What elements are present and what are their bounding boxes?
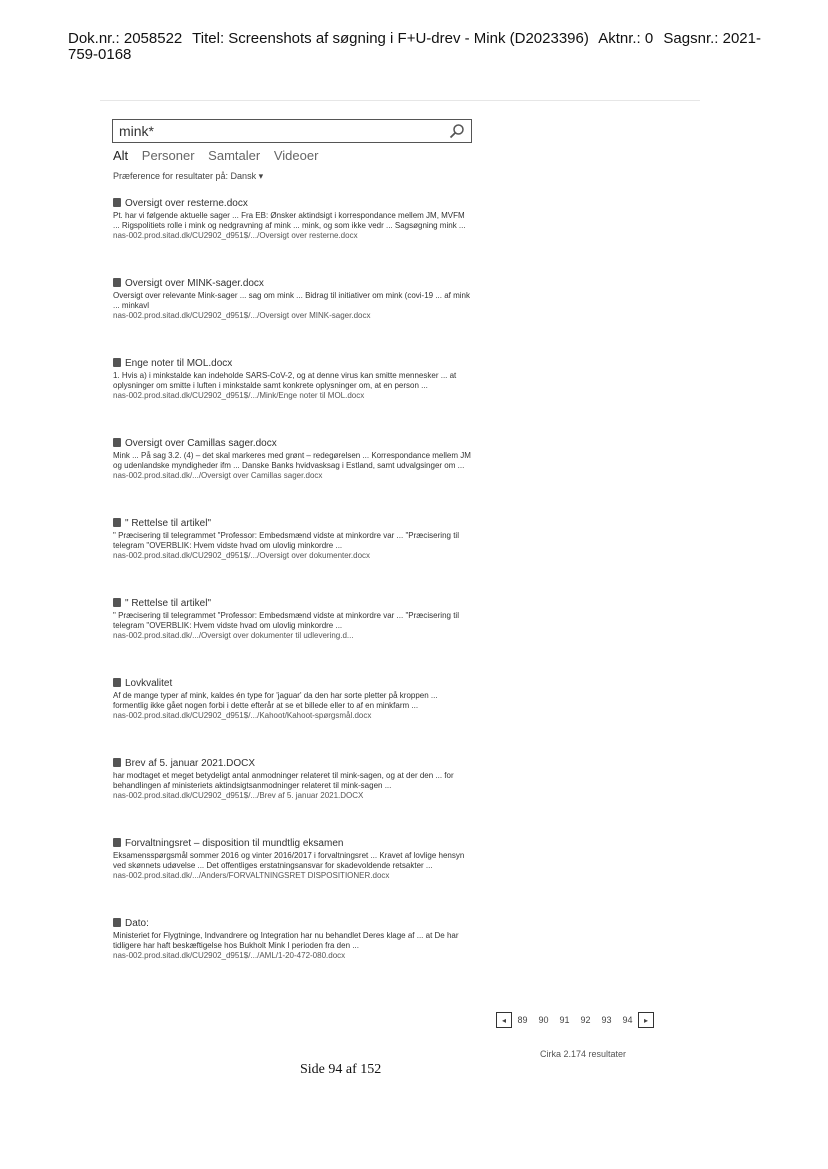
document-icon xyxy=(113,918,121,927)
result-path: nas-002.prod.sitad.dk/.../Oversigt over Camillas sager.docx xyxy=(113,471,323,480)
result-title[interactable]: Brev af 5. januar 2021.DOCX xyxy=(113,758,473,771)
result-item xyxy=(113,598,473,678)
tab-samtaler[interactable]: Samtaler xyxy=(208,148,261,163)
result-item xyxy=(113,758,473,838)
tab-alt[interactable]: Alt xyxy=(113,148,129,163)
dok-nr: Dok.nr.: 2058522 xyxy=(68,30,183,47)
result-path: nas-002.prod.sitad.dk/.../Oversigt over dokumenter til udlevering.d... xyxy=(113,631,354,640)
aktnr: Aktnr.: 0 xyxy=(598,30,654,47)
document-header xyxy=(68,31,788,63)
result-title[interactable]: Forvaltningsret – disposition til mundtlig eksamen xyxy=(113,838,473,851)
page-number: Side 94 af 152 xyxy=(300,1062,382,1077)
page-link[interactable]: 89 xyxy=(517,1015,528,1025)
document-icon xyxy=(113,358,121,367)
search-tabs xyxy=(113,148,328,163)
result-title[interactable]: Enge noter til MOL.docx xyxy=(113,358,473,371)
result-snippet: Eksamensspørgsmål sommer 2016 og vinter 2016/2017 i forvaltningsret ... Kravet af lovlige hensyn ved skønnets udøvelse ... Det offentliges erstatningsansvar for skadevoldende retsakter ... xyxy=(113,851,465,870)
result-snippet: " Præcisering til telegrammet "Professor: Embedsmænd vidste at minkordre var ... "Præcisering til telegram "OVERBLIK: Hvem vidste hvad om ulovlig minkordre ... xyxy=(113,611,459,630)
result-path: nas-002.prod.sitad.dk/.../Anders/FORVALTNINGSRET DISPOSITIONER.docx xyxy=(113,871,390,880)
result-title[interactable]: " Rettelse til artikel" xyxy=(113,598,473,611)
search-icon[interactable] xyxy=(449,123,465,139)
page-link[interactable]: 91 xyxy=(559,1015,570,1025)
document-icon xyxy=(113,838,121,847)
result-path: nas-002.prod.sitad.dk/CU2902_d951$/.../Oversigt over dokumenter.docx xyxy=(113,551,371,560)
result-title[interactable]: " Rettelse til artikel" xyxy=(113,518,473,531)
result-snippet: Af de mange typer af mink, kaldes én type for 'jaguar' da den har sorte pletter på kroppen ... formentlig ikke gået nogen forbi i dette efterår at se et billede eller to af en minkfarm ... xyxy=(113,691,438,710)
result-count: Cirka 2.174 resultater xyxy=(540,1049,627,1059)
result-snippet: har modtaget et meget betydeligt antal anmodninger relateret til mink-sagen, og at der den ... for behandlingen af ministeriets aktindsigtsanmodninger relateret til mink-sagen ... xyxy=(113,771,454,790)
result-snippet: Mink ... På sag 3.2. (4) – det skal markeres med grønt – redegørelsen ... Korrespondance mellem JM og udenlandske myndigheder ifm ... Danske Banks hvidvasksag i Estland, samt udvalgsinger om ... xyxy=(113,451,471,470)
result-snippet: 1. Hvis a) i minkstalde kan indeholde SARS-CoV-2, og at denne virus kan smitte mennesker ... at oplysninger om smitte i luften i minkstalde samt konkrete oplysninger om, at en person ... xyxy=(113,371,457,390)
page-link[interactable]: 92 xyxy=(580,1015,591,1025)
pagination xyxy=(496,1011,654,1029)
document-icon xyxy=(113,518,121,527)
document-icon xyxy=(113,198,121,207)
tab-videoer[interactable]: Videoer xyxy=(273,148,319,163)
result-title[interactable]: Oversigt over Camillas sager.docx xyxy=(113,438,473,451)
result-path: nas-002.prod.sitad.dk/CU2902_d951$/.../Oversigt over resterne.docx xyxy=(113,231,358,240)
tab-personer[interactable]: Personer xyxy=(141,148,195,163)
page-link[interactable]: 94 xyxy=(622,1015,633,1025)
result-item xyxy=(113,438,473,518)
sagsnr: Sagsnr.: 2021-759-0168 xyxy=(68,30,761,63)
result-snippet: " Præcisering til telegrammet "Professor: Embedsmænd vidste at minkordre var ... "Præcisering til telegram "OVERBLIK: Hvem vidste hvad om ulovlig minkordre ... xyxy=(113,531,459,550)
result-snippet: Pt. har vi følgende aktuelle sager ... Fra EB: Ønsker aktindsigt i korrespondance mellem JM, MVFM ... Rigspolitiets rolle i mink og nedgravning af mink ... mink, og som ikke vedr ... Sagsøgning mink ... xyxy=(113,211,466,230)
result-snippet: Oversigt over relevante Mink-sager ... sag om mink ... Bidrag til initiativer om mink (covi-19 ... af mink ... minkavl xyxy=(113,291,471,310)
result-title[interactable]: Oversigt over resterne.docx xyxy=(113,198,473,211)
result-path: nas-002.prod.sitad.dk/CU2902_d951$/.../Mink/Enge noter til MOL.docx xyxy=(113,391,365,400)
result-item xyxy=(113,278,473,358)
page-link[interactable]: 93 xyxy=(601,1015,612,1025)
result-item xyxy=(113,198,473,278)
document-icon xyxy=(113,598,121,607)
result-title[interactable]: Lovkvalitet xyxy=(113,678,473,691)
language-preference[interactable]: Præference for resultater på: Dansk ▾ xyxy=(113,171,264,181)
result-item xyxy=(113,838,473,918)
result-path: nas-002.prod.sitad.dk/CU2902_d951$/.../AML/1-20-472-080.docx xyxy=(113,951,346,960)
result-title[interactable]: Oversigt over MINK-sager.docx xyxy=(113,278,473,291)
search-box[interactable] xyxy=(112,119,472,143)
divider xyxy=(100,100,700,101)
result-path: nas-002.prod.sitad.dk/CU2902_d951$/.../Brev af 5. januar 2021.DOCX xyxy=(113,791,364,800)
search-input[interactable] xyxy=(119,122,439,140)
result-title[interactable]: Dato: xyxy=(113,918,473,931)
result-item xyxy=(113,678,473,758)
document-icon xyxy=(113,278,121,287)
document-icon xyxy=(113,438,121,447)
titel: Titel: Screenshots af søgning i F+U-drev - Mink (D2023396) xyxy=(192,30,589,47)
result-path: nas-002.prod.sitad.dk/CU2902_d951$/.../Kahoot/Kahoot-spørgsmål.docx xyxy=(113,711,372,720)
next-page-button[interactable]: ▸ xyxy=(638,1012,654,1028)
result-snippet: Ministeriet for Flygtninge, Indvandrere og Integration har nu behandlet Deres klage af ... at De har tidligere har haft beskæftigelse hos Bukholt Mink I perioden fra den ... xyxy=(113,931,459,950)
prev-page-button[interactable]: ◂ xyxy=(496,1012,512,1028)
page-link[interactable]: 90 xyxy=(538,1015,549,1025)
result-item xyxy=(113,918,473,998)
results-list xyxy=(113,198,473,998)
result-item xyxy=(113,518,473,598)
document-icon xyxy=(113,758,121,767)
result-path: nas-002.prod.sitad.dk/CU2902_d951$/.../Oversigt over MINK-sager.docx xyxy=(113,311,371,320)
result-item xyxy=(113,358,473,438)
document-icon xyxy=(113,678,121,687)
